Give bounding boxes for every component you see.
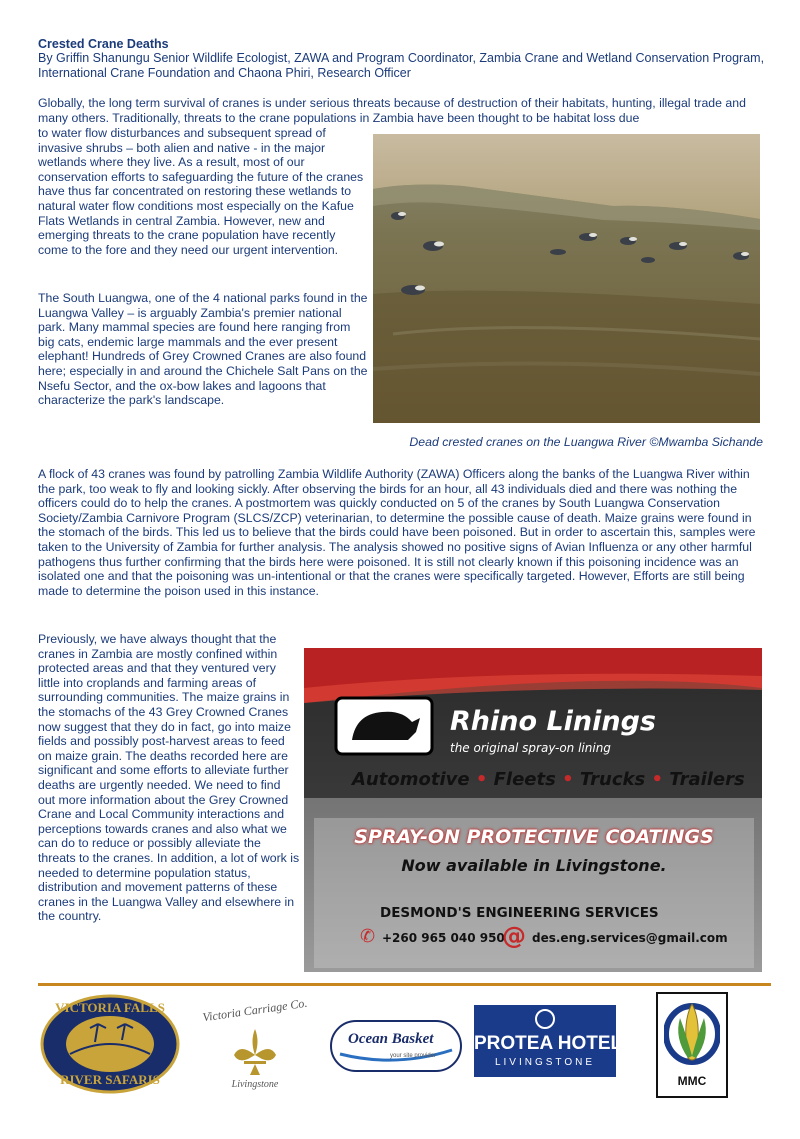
victoria-falls-top-text: VICTORIA FALLS (55, 1000, 165, 1015)
phone-icon: ✆ (360, 926, 376, 947)
ad-subheadline: Now available in Livingstone. (401, 856, 667, 875)
victoria-falls-bottom-text: RIVER SAFARIS (60, 1072, 160, 1087)
rhino-linings-advertisement[interactable] (304, 648, 762, 972)
dot-icon: • (645, 769, 670, 790)
photo-caption: Dead crested cranes on the Luangwa River ©Mwamba Sichande (409, 435, 763, 449)
paragraph-south-luangwa: The South Luangwa, one of the 4 national parks found in the Luangwa Valley – is arguably Zambia's premier national park. Many mammal species are found here ranging from big cats, endemic large mammals and the ever present elephant! Hundreds of Grey Crowned Cranes are also found here; especially in and around the Chichele Salt Pans on the Nsefu Sector, and the ox-bow lakes and lagoons that characterize the park's landscape. (38, 291, 368, 408)
at-icon: @ (502, 922, 526, 950)
mmc-logo[interactable] (656, 992, 728, 1098)
ad-service-fleets: Fleets (493, 769, 556, 790)
article-title: Crested Crane Deaths (38, 37, 169, 51)
ad-service-automotive: Automotive (352, 769, 470, 790)
ad-tagline: the original spray-on lining (450, 741, 611, 755)
ad-brand: Rhino Linings (450, 706, 656, 737)
victoria-carriage-name: Victoria Carriage Co. (201, 995, 309, 1025)
protea-name: PROTEA HOTEL (474, 1033, 623, 1054)
paragraph-intro-column: to water flow disturbances and subsequent spread of invasive shrubs – both alien and native - in the major wetlands where they live. As a result, most of our conservation efforts to safeguarding the future of the cranes have thus far concentrated on restoring these wetlands to natural water flow conditions most especially on the Kafue Flats Wetlands in central Zambia. However, new and emerging threats to the crane population have recently come to the fore and they need our urgent intervention. (38, 126, 364, 257)
ad-service-trailers: Trailers (669, 769, 745, 790)
protea-flower-icon (535, 1009, 555, 1029)
mmc-name: MMC (677, 1074, 707, 1088)
dot-icon: • (555, 769, 580, 790)
maize-cob-icon (664, 998, 720, 1068)
ad-headline: SPRAY-ON PROTECTIVE COATINGS (354, 826, 714, 848)
paragraph-previously: Previously, we have always thought that the cranes in Zambia are mostly confined within protected areas and that they ventured very little into croplands and farming areas of surrounding communities. The maize grains in the stomachs of the 43 Grey Crowned Cranes now suggest that they do in fact, go into maize fields and possibly post-harvest areas to feed on maize grain. The deaths recorded here are significant and some efforts to alleviate further deaths are urgently needed. We need to find out more information about the Grey Crowned Crane and Local Community interactions and perceptions towards cranes and also what we can do to reduce or possibly alleviate the threats to the cranes. In addition, a lot of work is needed to determine population status, distribution and movement patterns of these cranes in the Luangwa Valley and elsewhere in the country. (38, 632, 300, 924)
ad-services (352, 769, 745, 790)
ad-service-trucks: Trucks (579, 769, 646, 790)
protea-place: LIVINGSTONE (494, 1057, 596, 1068)
ad-email[interactable]: des.eng.services@gmail.com (532, 931, 728, 945)
ocean-basket-logo[interactable] (330, 1020, 462, 1072)
footer-divider (38, 983, 771, 986)
ad-company: DESMOND'S ENGINEERING SERVICES (380, 905, 659, 921)
paragraph-flock: A flock of 43 cranes was found by patrolling Zambia Wildlife Authority (ZAWA) Officers along the banks of the Luangwa River within the park, too weak to fly and looking sickly. After observing the birds for an hour, all 43 individuals died and there was nothing the officers could do to help the cranes. A postmortem was quickly conducted on 5 of the cranes by South Luangwa Conservation Society/Zambia Carnivore Program (SLCS/ZCP) veterinarian, to determine the possible cause of death. Maize grains were found in the stomach of the birds. This led us to believe that the birds could have been poisoned. But in order to ascertain this, samples were taken to the University of Zambia for further analysis. The analysis showed no positive signs of Avian Influenza or any other harmful pathogens thus further confirming that the birds here were poisoned. It is still not clearly known if this poisoning incidence was an isolated one and that the poisoning was un-intentional or that the cranes were specifically targeted. However, Efforts are still being made to determine the poison used in this instance. (38, 467, 756, 598)
victoria-carriage-logo[interactable] (190, 995, 320, 1095)
protea-hotel-logo[interactable] (474, 1005, 623, 1077)
ocean-basket-tagline: your site provider (390, 1053, 437, 1059)
victoria-carriage-place: Livingstone (231, 1079, 279, 1090)
byline: By Griffin Shanungu Senior Wildlife Ecologist, ZAWA and Program Coordinator, Zambia Crane and Wetland Conservation Program, International Crane Foundation and Chaona Phiri, Research Officer (38, 51, 765, 80)
victoria-falls-river-safaris-logo[interactable] (40, 994, 180, 1094)
paragraph-intro-full: Globally, the long term survival of cranes is under serious threats because of destruction of their habitats, hunting, illegal trade and many others. Traditionally, threats to the crane populations in Zambia have been thought to be habitat loss due (38, 96, 746, 125)
fleur-de-lis-icon (230, 1027, 280, 1077)
ocean-basket-name: Ocean Basket (348, 1031, 434, 1047)
dot-icon: • (469, 769, 494, 790)
dead-cranes-photo (373, 134, 760, 423)
ad-phone[interactable]: +260 965 040 950 (382, 931, 505, 945)
